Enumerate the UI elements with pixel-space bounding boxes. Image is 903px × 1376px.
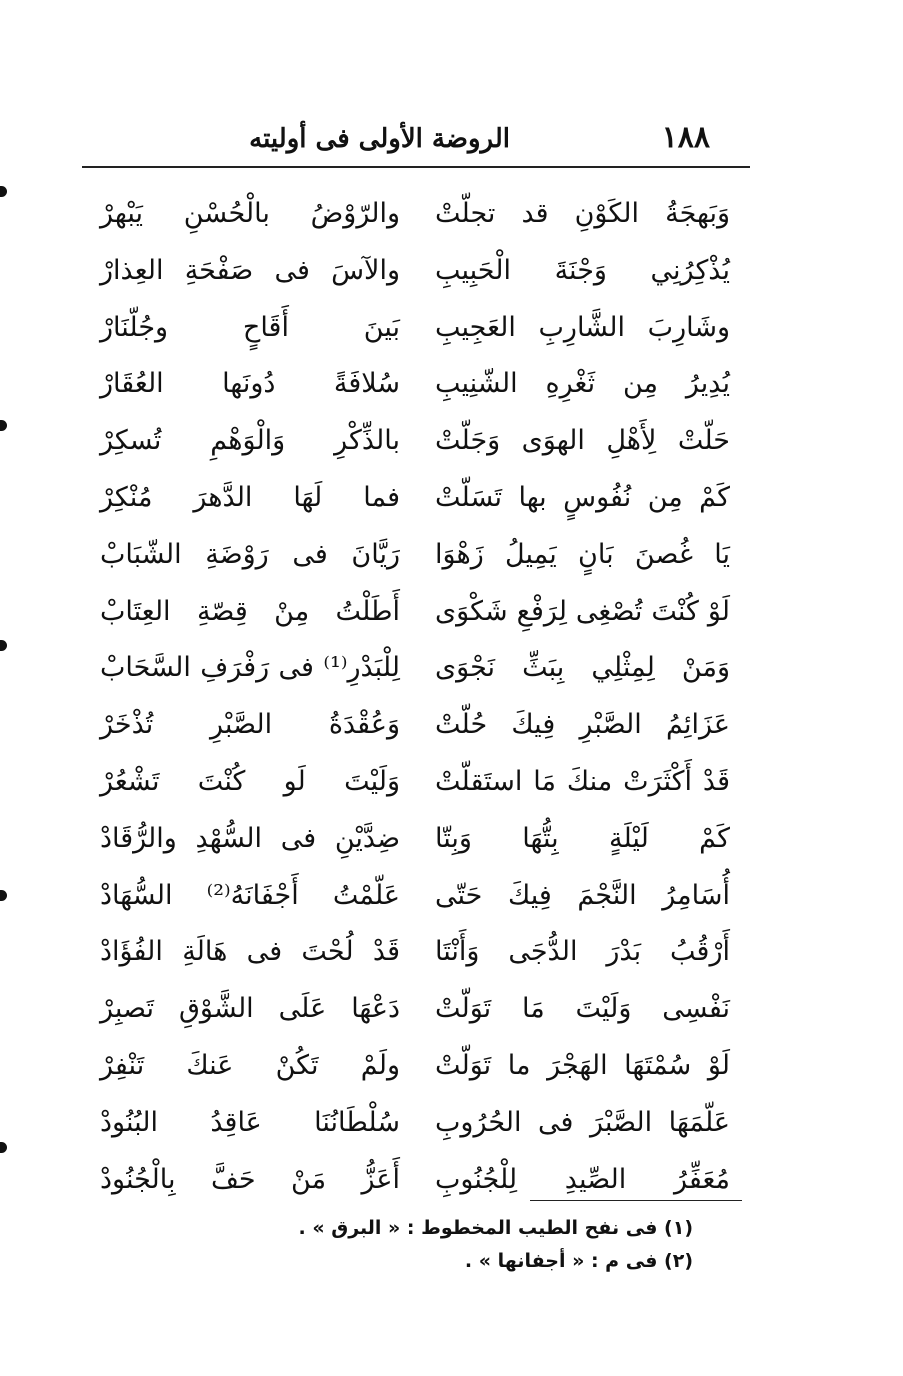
verse-second-hemistich: أَطَلْتُ مِنْ قِصّةِ العِتَابْ	[100, 595, 400, 627]
verse-first-hemistich: وشَارِبَ الشَّارِبِ العَجِيبِ	[435, 311, 730, 343]
verse-second-hemistich: ولَمْ تَكُنْ عَنكَ تَنْفِرْ	[100, 1049, 400, 1081]
verse-first-hemistich: كَمْ لَيْلَةٍ بِتُّهَا وَبِتّا	[435, 822, 730, 854]
verse-second-hemistich: عَلّمْتُ أَجْفَانَهُ⁽²⁾ السُّهَادْ	[100, 879, 400, 911]
verse-first-hemistich: كَمْ مِن نُفُوسٍ بها تَسَلّتْ	[435, 481, 730, 513]
verse-second-hemistich: بَينَ أَقَاحٍ وجُلّنَارْ	[100, 311, 400, 343]
verse	[100, 300, 730, 357]
verse-second-hemistich: والآسَ فى صَفْحَةِ العِذارْ	[100, 254, 400, 286]
verse-second-hemistich: رَيَّانَ فى رَوْضَةِ الشّبَابْ	[100, 538, 400, 570]
verse	[100, 527, 730, 584]
verse-first-hemistich: مُعَفِّرُ الصِّيدِ لِلْجُنُوبِ	[435, 1163, 730, 1195]
scan-margin-mark	[0, 186, 7, 197]
verse-first-hemistich: عَلّمَهَا الصَّبْرَ فى الحُرُوبِ	[435, 1106, 730, 1138]
verse-first-hemistich: حَلّتْ لِأَهْلِ الهوَى وَجَلّتْ	[435, 425, 730, 457]
footnote: (٢) فى م : « أجفانها » .	[464, 1250, 693, 1272]
verse	[100, 981, 730, 1038]
verse-first-hemistich: أَرْقُبُ بَدْرَ الدُّجَى وَأَنْتَا	[435, 936, 730, 968]
verse	[100, 811, 730, 868]
verse-second-hemistich: بالذِّكْرِ وَالْوَهْمِ تُسكِرْ	[100, 425, 400, 457]
verse-second-hemistich: وَلَيْتَ لَو كُنْتَ تَشْعُرْ	[100, 765, 400, 797]
page-header	[82, 118, 750, 168]
verse-second-hemistich: وَعُقْدَةُ الصَّبْرِ تُذْخَرْ	[100, 709, 400, 741]
verse	[100, 868, 730, 925]
verse	[100, 413, 730, 470]
verse	[100, 356, 730, 413]
verse	[100, 924, 730, 981]
verse-first-hemistich: يُدِيرُ مِن ثَغْرِهِ الشّنِيبِ	[435, 368, 730, 400]
verse-second-hemistich: سُلافَةً دُونَها العُقَارْ	[100, 368, 400, 400]
footnotes	[298, 1212, 693, 1278]
footnote: (١) فى نفح الطيب المخطوط : « البرق » .	[298, 1217, 693, 1239]
scan-margin-mark	[0, 890, 7, 901]
running-title: الروضة الأولى فى أوليته	[249, 124, 510, 154]
scan-margin-mark	[0, 1142, 7, 1153]
verse-second-hemistich: دَعْهَا عَلَى الشَّوْقِ تَصبِرْ	[100, 993, 400, 1025]
page-number: ١٨٨	[661, 120, 710, 155]
verse-second-hemistich: ضِدَّيْنِ فى السُّهْدِ والرُّقَادْ	[100, 822, 400, 854]
verse-second-hemistich: سُلْطَانُنَا عَاقِدُ البُنُودْ	[100, 1106, 400, 1138]
footnote-divider	[530, 1200, 742, 1201]
verse	[100, 470, 730, 527]
verse-first-hemistich: أُسَامِرُ النَّجْمَ فِيكَ حَتّى	[435, 879, 730, 911]
verse-first-hemistich: لَوْ كُنْتَ تُصْغِى لِرَفْعِ شَكْوَى	[435, 595, 730, 627]
verse	[100, 584, 730, 641]
verse-second-hemistich: والرّوْضُ بالْحُسْنِ يَبْهرْ	[100, 198, 400, 229]
scan-margin-mark	[0, 420, 7, 431]
scan-margin-mark	[0, 640, 7, 651]
verse-first-hemistich: يَا غُصنَ بَانٍ يَمِيلُ زَهْوَا	[435, 538, 730, 570]
verse-second-hemistich: فما لَهَا الدَّهرَ مُنْكِرْ	[100, 481, 400, 513]
verse-second-hemistich: قَدْ لُحْتَ فى هَالَةِ الفُؤَادْ	[100, 936, 400, 968]
verse-first-hemistich: وَبَهجَةُ الكَوْنِ قد تجلّتْ	[435, 198, 730, 229]
verse	[100, 243, 730, 300]
verse-first-hemistich: وَمَنْ لِمِثْلِي بِبَثِّ نَجْوَى	[435, 652, 730, 684]
verse	[100, 186, 730, 243]
poem	[100, 186, 730, 1208]
verse	[100, 754, 730, 811]
verse	[100, 1038, 730, 1095]
verse	[100, 1095, 730, 1152]
verse	[100, 697, 730, 754]
verse-first-hemistich: لَوْ سُمْتَهَا الهَجْرَ ما تَوَلّتْ	[435, 1049, 730, 1081]
verse-first-hemistich: يُذْكِرُنِي وَجْنَةَ الْحَبِيبِ	[435, 254, 730, 286]
verse-first-hemistich: قَدْ أَكْثَرَتْ منكَ مَا استَقلّتْ	[435, 765, 730, 797]
verse-second-hemistich: لِلْبَدْرِ⁽¹⁾ فى رَفْرَفِ السَّحَابْ	[100, 652, 400, 684]
verse-first-hemistich: عَزَائِمُ الصَّبْرِ فِيكَ حُلّتْ	[435, 709, 730, 741]
verse-first-hemistich: نَفْسِى وَلَيْتَ مَا تَوَلّتْ	[435, 993, 730, 1025]
verse-second-hemistich: أَعَزُّ مَنْ حَفَّ بِالْجُنُودْ	[100, 1163, 400, 1195]
verse	[100, 640, 730, 697]
